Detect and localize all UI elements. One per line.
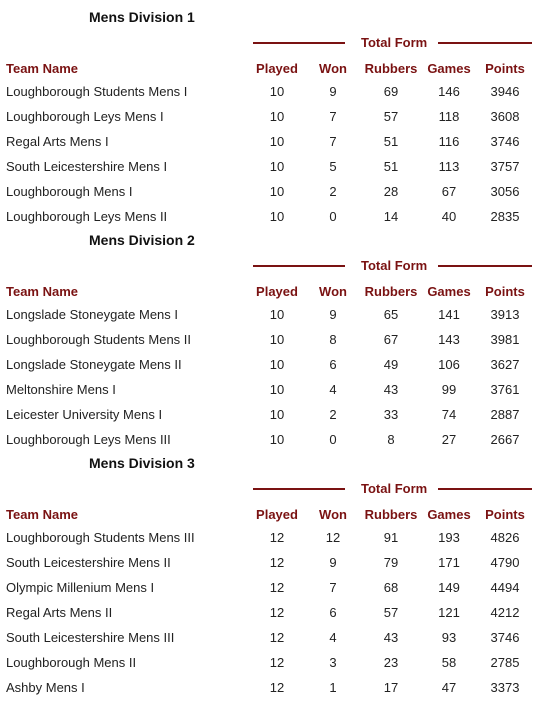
total-form-label: Total Form: [361, 35, 428, 50]
won-value: 6: [329, 357, 337, 372]
header-won: Won: [319, 61, 347, 76]
rubbers-value: 51: [383, 159, 399, 174]
header-won: Won: [319, 507, 347, 522]
table-row: [0, 109, 536, 125]
team-name: Leicester University Mens I: [6, 407, 163, 422]
table-row: [0, 159, 536, 175]
won-value: 4: [329, 630, 337, 645]
played-value: 10: [269, 209, 285, 224]
points-value: 3981: [490, 332, 520, 347]
games-value: 149: [438, 580, 460, 595]
points-value: 4790: [490, 555, 520, 570]
division-2: [0, 223, 536, 446]
rubbers-value: 23: [383, 655, 399, 670]
played-value: 10: [269, 159, 285, 174]
header-won: Won: [319, 284, 347, 299]
won-value: 3: [329, 655, 337, 670]
played-value: 10: [269, 432, 285, 447]
points-value: 3913: [490, 307, 520, 322]
played-value: 12: [269, 630, 285, 645]
played-value: 10: [269, 84, 285, 99]
table-row: [0, 382, 536, 398]
points-value: 3373: [490, 680, 520, 695]
points-value: 2835: [490, 209, 520, 224]
rubbers-value: 65: [383, 307, 399, 322]
rubbers-value: 51: [383, 134, 399, 149]
table-row: [0, 655, 536, 671]
played-value: 10: [269, 407, 285, 422]
table-header: [0, 507, 536, 523]
games-value: 99: [441, 382, 457, 397]
played-value: 10: [269, 332, 285, 347]
header-team-name: Team Name: [6, 284, 79, 299]
rubbers-value: 33: [383, 407, 399, 422]
table-row: [0, 530, 536, 546]
won-value: 7: [329, 109, 337, 124]
team-name: Loughborough Students Mens I: [6, 84, 188, 99]
team-name: Loughborough Students Mens II: [6, 332, 192, 347]
rubbers-value: 43: [383, 382, 399, 397]
rubbers-value: 8: [387, 432, 395, 447]
won-value: 0: [329, 209, 337, 224]
header-team-name: Team Name: [6, 507, 79, 522]
games-value: 116: [438, 134, 460, 149]
header-points: Points: [485, 61, 525, 76]
team-name: Loughborough Mens I: [6, 184, 133, 199]
games-value: 171: [438, 555, 460, 570]
table-header: [0, 61, 536, 77]
header-points: Points: [485, 284, 525, 299]
rubbers-value: 57: [383, 109, 399, 124]
points-value: 4826: [490, 530, 520, 545]
won-value: 12: [325, 530, 341, 545]
team-name: Loughborough Leys Mens I: [6, 109, 164, 124]
points-value: 3746: [490, 134, 520, 149]
table-row: [0, 84, 536, 100]
games-value: 141: [438, 307, 460, 322]
table-row: [0, 332, 536, 348]
points-value: 2785: [490, 655, 520, 670]
rubbers-value: 49: [383, 357, 399, 372]
rubbers-value: 67: [383, 332, 399, 347]
points-value: 4212: [490, 605, 520, 620]
games-value: 146: [438, 84, 460, 99]
header-rubbers: Rubbers: [364, 284, 418, 299]
played-value: 12: [269, 530, 285, 545]
rubbers-value: 43: [383, 630, 399, 645]
played-value: 10: [269, 357, 285, 372]
header-team-name: Team Name: [6, 61, 79, 76]
points-value: 3608: [490, 109, 520, 124]
header-points: Points: [485, 507, 525, 522]
won-value: 2: [329, 184, 337, 199]
table-row: [0, 680, 536, 696]
rubbers-value: 79: [383, 555, 399, 570]
played-value: 10: [269, 382, 285, 397]
table-row: [0, 307, 536, 323]
header-played: Played: [256, 284, 298, 299]
team-name: Loughborough Mens II: [6, 655, 137, 670]
points-value: 3757: [490, 159, 520, 174]
total-form-rule-right: [438, 265, 532, 267]
table-header: [0, 284, 536, 300]
played-value: 10: [269, 109, 285, 124]
table-row: [0, 605, 536, 621]
won-value: 9: [329, 84, 337, 99]
team-name: Meltonshire Mens I: [6, 382, 116, 397]
division-title: Mens Division 2: [89, 232, 195, 248]
won-value: 8: [329, 332, 337, 347]
table-row: [0, 357, 536, 373]
won-value: 7: [329, 580, 337, 595]
team-name: Regal Arts Mens II: [6, 605, 113, 620]
games-value: 58: [441, 655, 457, 670]
team-name: Loughborough Leys Mens II: [6, 209, 168, 224]
header-played: Played: [256, 61, 298, 76]
played-value: 12: [269, 655, 285, 670]
points-value: 4494: [490, 580, 520, 595]
total-form-rule-left: [253, 42, 345, 44]
team-name: Ashby Mens I: [6, 680, 85, 695]
won-value: 9: [329, 555, 337, 570]
points-value: 3946: [490, 84, 520, 99]
games-value: 118: [438, 109, 460, 124]
header-played: Played: [256, 507, 298, 522]
rubbers-value: 68: [383, 580, 399, 595]
points-value: 2667: [490, 432, 520, 447]
games-value: 47: [441, 680, 457, 695]
team-name: Loughborough Leys Mens III: [6, 432, 171, 447]
total-form-rule-right: [438, 42, 532, 44]
table-row: [0, 134, 536, 150]
total-form-rule-left: [253, 265, 345, 267]
rubbers-value: 28: [383, 184, 399, 199]
table-row: [0, 555, 536, 571]
games-value: 121: [438, 605, 460, 620]
team-name: Loughborough Students Mens III: [6, 530, 195, 545]
played-value: 12: [269, 680, 285, 695]
team-name: Olympic Millenium Mens I: [6, 580, 155, 595]
won-value: 1: [329, 680, 337, 695]
division-3: [0, 446, 536, 695]
games-value: 106: [438, 357, 460, 372]
won-value: 5: [329, 159, 337, 174]
played-value: 10: [269, 184, 285, 199]
games-value: 27: [441, 432, 457, 447]
points-value: 3627: [490, 357, 520, 372]
points-value: 3746: [490, 630, 520, 645]
header-rubbers: Rubbers: [364, 61, 418, 76]
rubbers-value: 91: [383, 530, 399, 545]
team-name: South Leicestershire Mens II: [6, 555, 171, 570]
table-row: [0, 184, 536, 200]
games-value: 74: [441, 407, 457, 422]
team-name: South Leicestershire Mens I: [6, 159, 168, 174]
won-value: 9: [329, 307, 337, 322]
team-name: Regal Arts Mens I: [6, 134, 109, 149]
team-name: Longslade Stoneygate Mens II: [6, 357, 182, 372]
header-rubbers: Rubbers: [364, 507, 418, 522]
total-form-rule-left: [253, 488, 345, 490]
games-value: 193: [438, 530, 460, 545]
won-value: 6: [329, 605, 337, 620]
won-value: 2: [329, 407, 337, 422]
header-games: Games: [427, 284, 471, 299]
rubbers-value: 57: [383, 605, 399, 620]
table-row: [0, 580, 536, 596]
rubbers-value: 69: [383, 84, 399, 99]
header-games: Games: [427, 61, 471, 76]
total-form-rule-right: [438, 488, 532, 490]
header-games: Games: [427, 507, 471, 522]
games-value: 93: [441, 630, 457, 645]
won-value: 0: [329, 432, 337, 447]
points-value: 3761: [490, 382, 520, 397]
points-value: 2887: [490, 407, 520, 422]
played-value: 10: [269, 134, 285, 149]
games-value: 113: [438, 159, 460, 174]
rubbers-value: 17: [383, 680, 399, 695]
division-title: Mens Division 1: [89, 9, 195, 25]
division-title: Mens Division 3: [89, 455, 195, 471]
games-value: 143: [438, 332, 460, 347]
played-value: 12: [269, 605, 285, 620]
played-value: 10: [269, 307, 285, 322]
total-form-label: Total Form: [361, 258, 428, 273]
total-form-label: Total Form: [361, 481, 428, 496]
points-value: 3056: [490, 184, 520, 199]
won-value: 4: [329, 382, 337, 397]
games-value: 40: [441, 209, 457, 224]
won-value: 7: [329, 134, 337, 149]
team-name: South Leicestershire Mens III: [6, 630, 175, 645]
division-1: [0, 0, 536, 223]
played-value: 12: [269, 555, 285, 570]
table-row: [0, 407, 536, 423]
games-value: 67: [441, 184, 457, 199]
table-row: [0, 630, 536, 646]
rubbers-value: 14: [383, 209, 399, 224]
team-name: Longslade Stoneygate Mens I: [6, 307, 179, 322]
played-value: 12: [269, 580, 285, 595]
